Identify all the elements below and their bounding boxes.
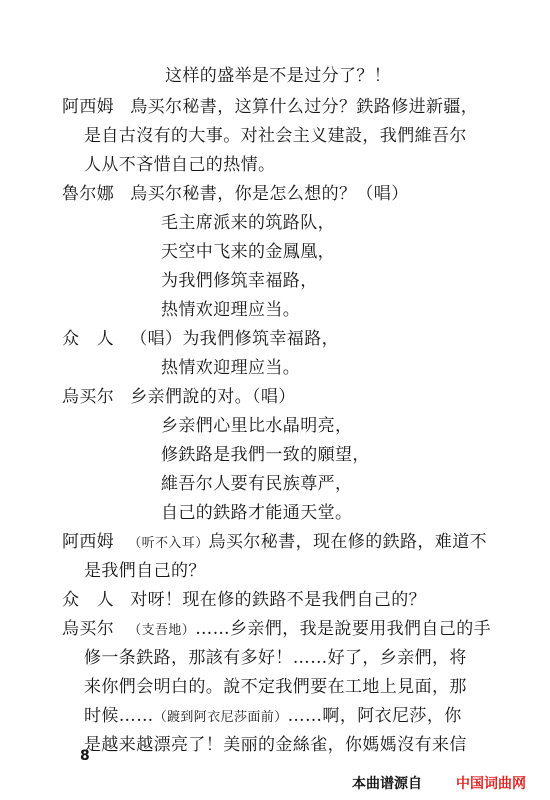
line-text: 来你們会明白的。說不定我們要在工地上見面，那 [84,677,467,697]
line-text: 天空中飞来的金鳳凰， [161,242,335,262]
stage-direction: （听不入耳） [128,536,209,551]
text-line [165,66,391,86]
verse-line [161,242,335,262]
text-line [84,648,467,668]
verse-line [161,213,335,233]
line-text: 修鉄路是我們一致的願望， [161,445,370,465]
line-text: 維吾尔人要有民族尊严， [161,474,353,494]
line-text: 乡亲們說的对。（唱） [130,387,296,407]
verse-line [161,300,300,320]
line-text: 修一条鉄路，那該有多好！……好了，乡亲們，将 [84,648,467,668]
text-line [84,561,206,581]
speaker-name: 阿西姆 [62,97,115,117]
line-text: 人从不吝惜自己的热情。 [84,155,276,175]
speaker-name: 魯尔娜 [62,184,115,204]
footer-source-label: 本曲谱源自 [352,776,422,792]
line-text: 鳥买尔秘書，这算什么过分？鉄路修进新疆， [130,97,479,117]
line-text: 对呀！现在修的鉄路不是我們自己的？ [130,590,427,610]
line-text: 热情欢迎理应当。 [161,358,301,378]
text-line [84,126,467,146]
dialogue-line [62,619,491,641]
text-line [84,735,467,755]
verse-line [161,416,352,436]
text-line [84,677,467,697]
dialogue-line [62,329,339,349]
stage-direction: （踱到阿衣尼莎面前） [153,710,288,725]
verse-line [161,445,370,465]
line-text: 是自古沒有的大事。对社会主义建設，我們維吾尔 [84,126,467,146]
line-text: 为我們修筑幸福路， [161,271,318,291]
speaker-name: 阿西姆 [62,532,115,552]
line-text: 烏买尔秘書，现在修的鉄路，难道不 [208,532,488,552]
speaker-name: 众 人 [62,590,115,610]
line-text: 自己的鉄路才能通天堂。 [161,503,353,523]
line-text: 毛主席派来的筑路队， [161,213,335,233]
dialogue-line [62,387,296,407]
line-text: 乡亲們心里比水晶明亮， [161,416,353,436]
footer-site-name: 中国词曲网 [456,776,526,792]
dialogue-line [62,184,409,204]
speaker-name: 烏买尔 [62,619,115,639]
line-text: 这样的盛举是不是过分了？！ [165,66,392,86]
line-text: ……啊，阿衣尼莎，你 [287,706,462,726]
verse-line [161,474,352,494]
stage-direction: （支吾地） [128,623,196,638]
dialogue-line [62,532,487,554]
verse-line [161,503,352,523]
speaker-name: 众 人 [62,329,115,349]
line-text: 时候…… [84,706,154,726]
line-text: 热情欢迎理应当。 [161,300,301,320]
line-text: 烏买尔秘書，你是怎么想的？（唱） [130,184,409,204]
line-text: ……乡亲們，我是說要用我們自己的手 [195,619,492,639]
text-line [84,706,462,728]
line-text: 是越来越漂亮了！美丽的金絲雀，你媽媽沒有来信 [84,735,467,755]
verse-line [161,358,300,378]
page-number: 8 [80,748,90,764]
text-line [84,155,275,175]
line-text: 是我們自己的？ [84,561,206,581]
dialogue-line [62,590,426,610]
line-text: （唱）为我們修筑幸福路， [130,329,340,349]
dialogue-line [62,97,478,117]
speaker-name: 烏买尔 [62,387,115,407]
verse-line [161,271,318,291]
